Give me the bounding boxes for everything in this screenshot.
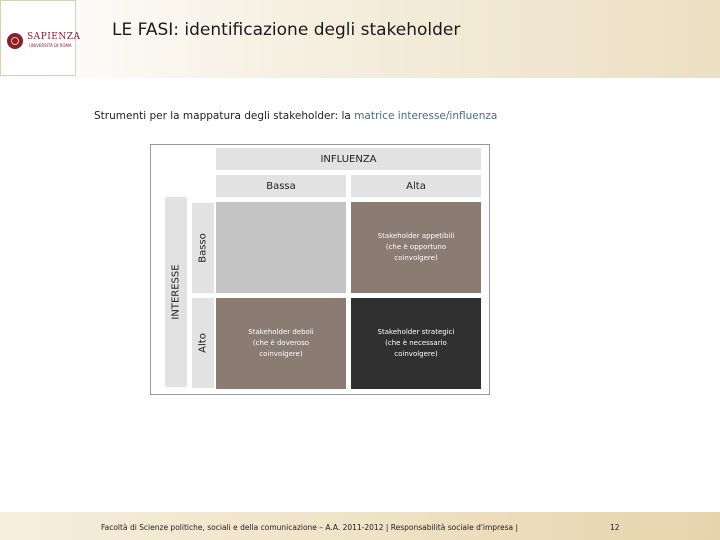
influence-low-header [216, 175, 346, 197]
footer-text: Facoltà di Scienze politiche, sociali e della comunicazione – A.A. 2011-2012 | Responsabilità sociale d'impresa | [101, 523, 518, 532]
matrix-cell-weak-stakeholders [216, 298, 346, 389]
cell-line: (che è doveroso [252, 339, 310, 347]
interest-high-header [192, 298, 214, 388]
logo-subtitle: UNIVERSITÀ DI ROMA [29, 43, 72, 48]
influence-axis-label: INFLUENZA [320, 153, 377, 165]
subtitle-prefix: Strumenti per la mappatura degli stakeholder: la [94, 110, 355, 122]
cell-line: (che è opportuno [385, 243, 447, 251]
interest-axis-header [165, 197, 187, 387]
cell-line: Stakeholder appetibili [377, 232, 455, 240]
influence-axis-header [216, 148, 481, 170]
matrix-cell-appealing-stakeholders [351, 202, 481, 293]
cell-line: coinvolgere) [259, 350, 303, 358]
cell-line: Stakeholder strategici [377, 328, 455, 336]
interest-low-header [192, 203, 214, 293]
subtitle-highlight: matrice interesse/influenza [354, 110, 498, 122]
logo-name: SAPIENZA [27, 32, 81, 42]
cell-line: coinvolgere) [394, 254, 438, 262]
interest-high-label: Alto [197, 333, 209, 353]
cell-line: Stakeholder deboli [248, 328, 314, 336]
slide-title: LE FASI: identificazione degli stakeholder [112, 20, 461, 40]
influence-low-label: Bassa [266, 180, 296, 192]
university-logo [0, 0, 81, 76]
influence-high-header [351, 175, 481, 197]
interest-low-label: Basso [197, 233, 209, 263]
matrix-cell-strategic-stakeholders [351, 298, 481, 389]
cell-line: coinvolgere) [394, 350, 438, 358]
influence-high-label: Alta [406, 180, 426, 192]
slide-subtitle [94, 110, 497, 122]
matrix-cell-low-influence-low-interest [216, 202, 346, 293]
cell-line: (che è necessario [385, 339, 447, 347]
page-number: 12 [610, 523, 620, 532]
seal-icon [7, 33, 23, 49]
interest-axis-label: INTERESSE [170, 264, 182, 320]
